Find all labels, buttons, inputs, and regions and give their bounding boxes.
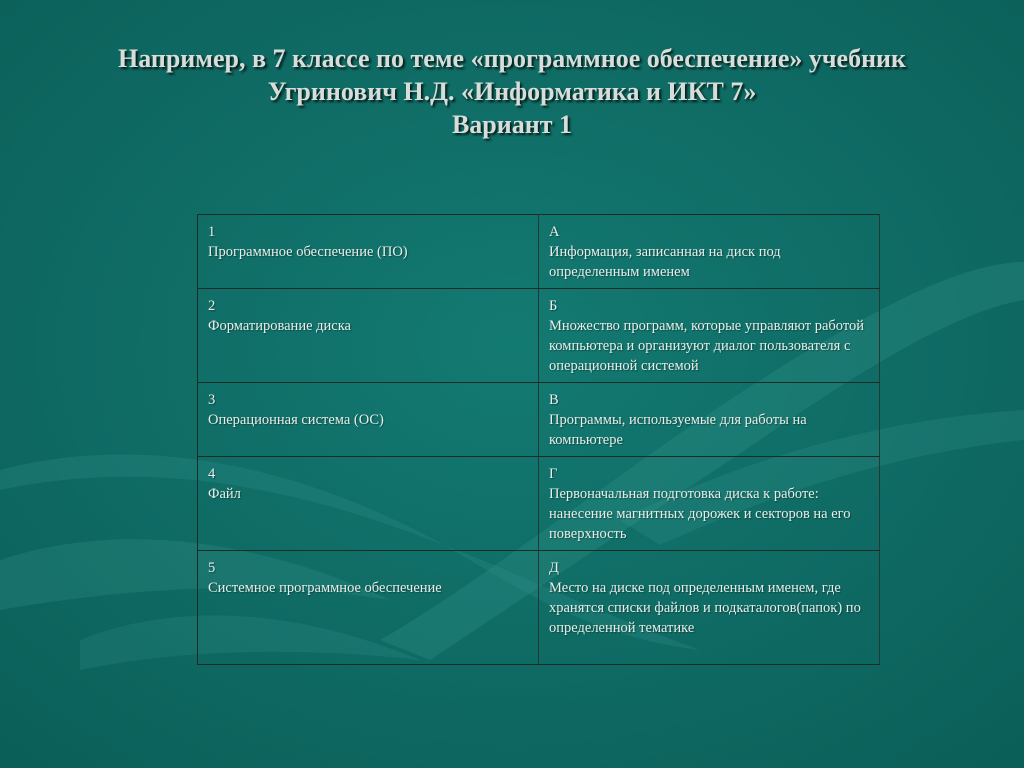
title-line-1: Например, в 7 классе по теме «программное обеспечение» учебник bbox=[117, 44, 907, 73]
term-text: Системное программное обеспечение bbox=[208, 580, 442, 596]
table-row bbox=[198, 551, 880, 665]
definition-text: Информация, записанная на диск под определенным именем bbox=[549, 244, 781, 280]
definition-text: Место на диске под определенным именем, где хранятся списки файлов и подкаталогов(папок) по определенной тематике bbox=[549, 580, 861, 636]
table-row bbox=[198, 289, 880, 383]
definition-letter: А bbox=[549, 224, 560, 240]
term-text: Операционная система (ОС) bbox=[208, 412, 384, 428]
term-number: 1 bbox=[208, 224, 216, 240]
table-cell-definition bbox=[539, 289, 880, 383]
definition-letter: Д bbox=[549, 560, 559, 576]
term-number: 2 bbox=[208, 298, 216, 314]
matching-table bbox=[197, 214, 880, 665]
table-cell-term bbox=[198, 383, 539, 457]
table-row bbox=[198, 457, 880, 551]
table-row bbox=[198, 215, 880, 289]
definition-letter: Б bbox=[549, 298, 558, 314]
definition-letter: Г bbox=[549, 466, 558, 482]
table-cell-term bbox=[198, 289, 539, 383]
slide-title bbox=[40, 42, 984, 141]
definition-letter: В bbox=[549, 392, 559, 408]
definition-text: Программы, используемые для работы на компьютере bbox=[549, 412, 807, 448]
title-line-3: Вариант 1 bbox=[451, 110, 573, 139]
table-cell-term bbox=[198, 551, 539, 665]
term-number: 5 bbox=[208, 560, 216, 576]
table-cell-term bbox=[198, 215, 539, 289]
table-cell-definition bbox=[539, 383, 880, 457]
table-cell-term bbox=[198, 457, 539, 551]
title-line-2: Угринович Н.Д. «Информатика и ИКТ 7» bbox=[267, 77, 757, 106]
term-number: 4 bbox=[208, 466, 216, 482]
term-text: Форматирование диска bbox=[208, 318, 351, 334]
definition-text: Первоначальная подготовка диска к работе: нанесение магнитных дорожек и секторов на его поверхность bbox=[549, 486, 851, 542]
table-cell-definition bbox=[539, 457, 880, 551]
table-row bbox=[198, 383, 880, 457]
table-cell-definition bbox=[539, 551, 880, 665]
table-cell-definition bbox=[539, 215, 880, 289]
term-text: Файл bbox=[208, 486, 241, 502]
term-number: 3 bbox=[208, 392, 216, 408]
definition-text: Множество программ, которые управляют работой компьютера и организуют диалог пользователя с операционной системой bbox=[549, 318, 865, 374]
term-text: Программное обеспечение (ПО) bbox=[208, 244, 408, 260]
